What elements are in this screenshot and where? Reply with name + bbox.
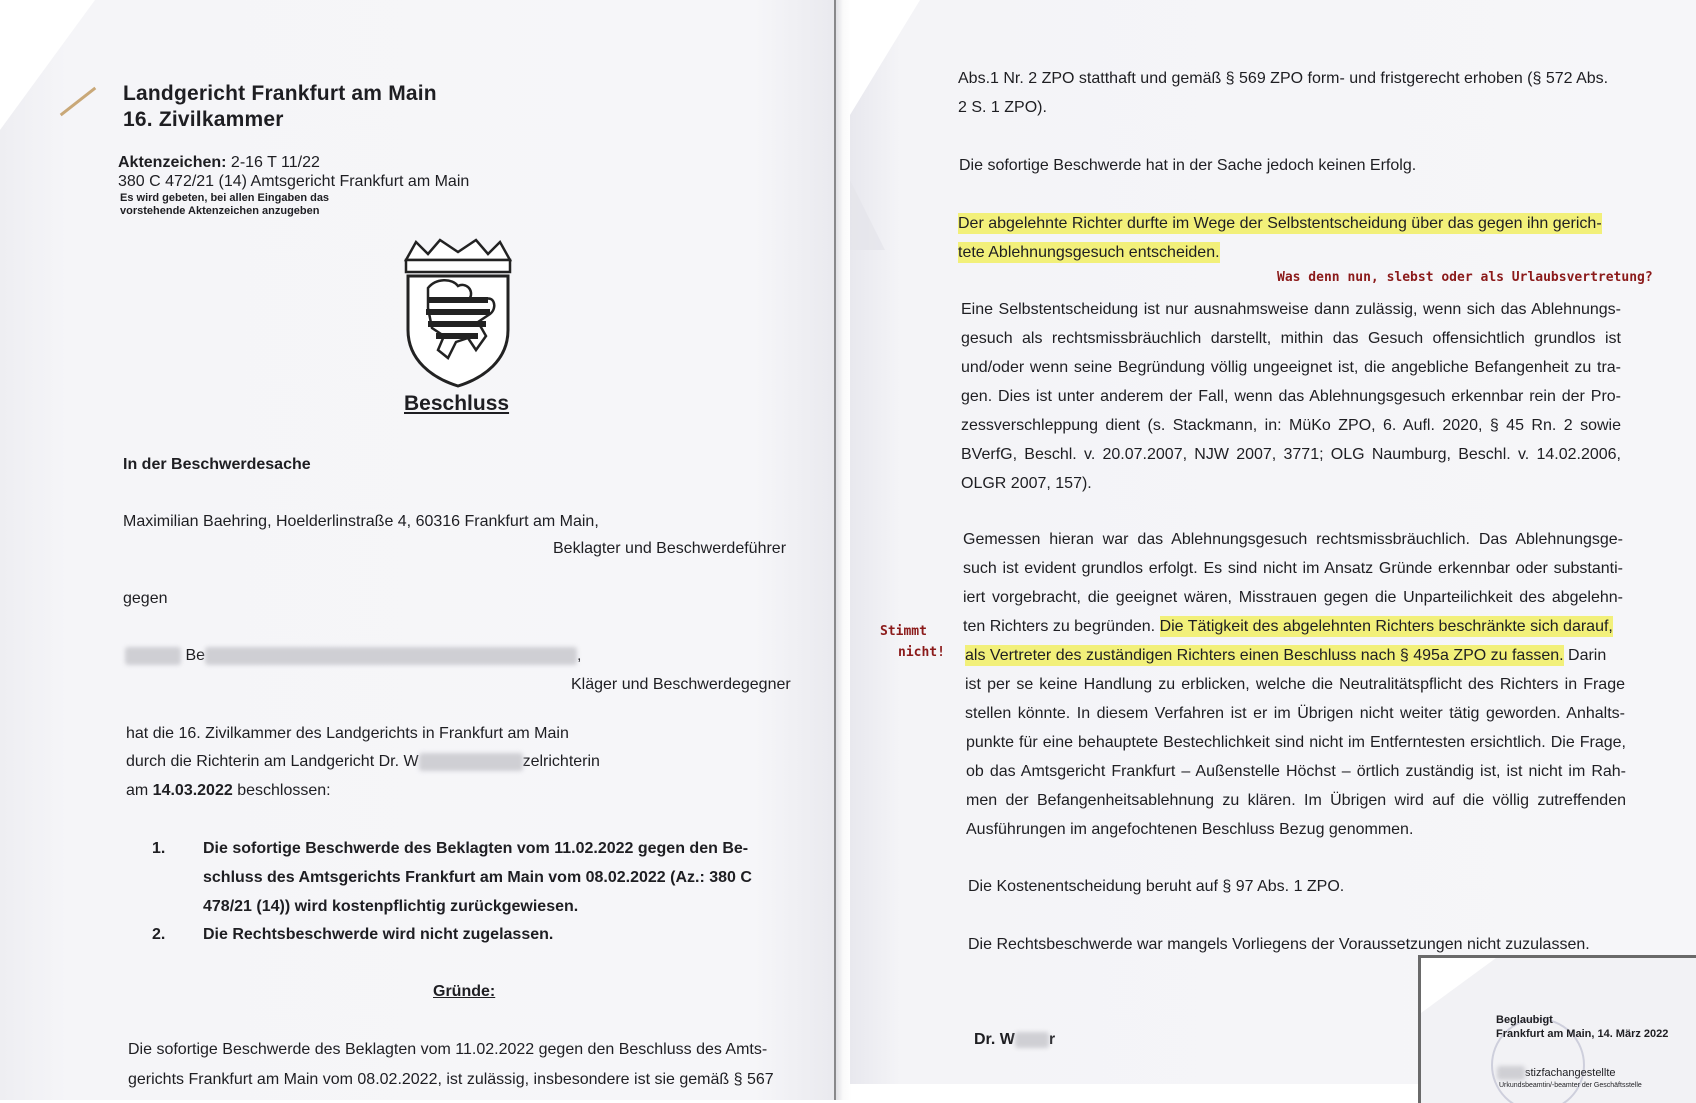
p5-line: such ist evident grundlos erfolgt. Es sind nicht im Ansatz Gründe erkennbar oder substanti- (963, 560, 1623, 577)
ruling1-line2: schluss des Amtsgerichts Frankfurt am Main vom 08.02.2022 (Az.: 380 C (203, 869, 752, 886)
redacted-block (1015, 1032, 1049, 1048)
stamp-role-text: stizfachangestellte (1525, 1066, 1616, 1079)
redacted-block (205, 647, 577, 665)
versus-text: gegen (123, 590, 168, 607)
right-document-page (850, 0, 1696, 1084)
redacted-block (1497, 1066, 1525, 1080)
p5-line (963, 618, 1613, 636)
stamp-corner-fold (1421, 958, 1496, 1013)
reasons-line1: Die sofortige Beschwerde des Beklagten vom 11.02.2022 gegen den Beschluss des Amts- (128, 1041, 768, 1058)
redacted-block (419, 753, 523, 771)
handwritten-annotation-2-line2: nicht! (898, 645, 945, 660)
decision-date: 14.03.2022 (152, 782, 233, 799)
p5-line: iert vorgebracht, die geeignet wären, Misstrauen gegen die Unparteilichkeit des abgelehn- (963, 589, 1623, 606)
p5-line: Gemessen hieran war das Ablehnungsgesuch rechtsmissbräuchlich. Das Ablehnungsge- (963, 531, 1623, 548)
highlighted-text: als Vertreter des zuständigen Richters einen Beschluss nach § 495a ZPO zu fassen. (965, 647, 1564, 664)
ruling2-text: Die Rechtsbeschwerde wird nicht zugelassen. (203, 926, 554, 943)
p4-line: Eine Selbstentscheidung ist nur ausnahmsweise dann zulässig, wenn sich das Ablehnungs- (961, 301, 1621, 318)
p1-line1: Abs.1 Nr. 2 ZPO statthaft und gemäß § 569 ZPO form- und fristgerecht erhoben (§ 572 Abs. (958, 70, 1609, 87)
stamp-title: Beglaubigt (1496, 1014, 1553, 1026)
plaintiff-role: Kläger und Beschwerdegegner (571, 676, 791, 693)
decision-date-suffix: beschlossen: (232, 782, 331, 799)
reasons-heading: Gründe: (433, 983, 496, 1000)
highlighted-text: tete Ablehnungsgesuch entscheiden. (958, 244, 1220, 261)
handwritten-annotation-1: Was denn nun, slebst oder als Urlaubsvertretung? (1277, 270, 1653, 285)
plaintiff-line (125, 647, 581, 665)
coat-of-arms-icon (398, 238, 518, 388)
defendant-role: Beklagter und Beschwerdeführer (553, 540, 787, 557)
p5-line (965, 647, 1606, 665)
p5-line5-end: Darin (1563, 647, 1607, 664)
p4-line: BVerfG, Beschl. v. 20.07.2007, NJW 2007, 3771; OLG Naumburg, Beschl. v. 14.02.2006, (961, 446, 1621, 463)
document-title: Beschluss (404, 392, 510, 415)
reference-note-line2: vorstehende Aktenzeichen anzugeben (120, 205, 320, 217)
decision-judge-suffix: zelrichterin (522, 753, 600, 771)
p4-line: und/oder wenn seine Begründung völlig ungeeignet ist, die angebliche Befangenheit zu tra- (961, 359, 1621, 376)
plaintiff-comma: , (577, 647, 582, 665)
chamber-name: 16. Zivilkammer (123, 108, 284, 131)
p5-line: punkte für eine behauptete Bestechlichkeit sind nicht im Entferntesten ersichtlich. Die Frage, (966, 734, 1626, 751)
signature-start: Dr. W (974, 1031, 1015, 1048)
p5-line: Ausführungen im angefochtenen Beschluss Bezug genommen. (966, 821, 1414, 838)
ruling1-line3: 478/21 (14)) wird kostenpflichtig zurückgewiesen. (203, 898, 579, 915)
decision-line1: hat die 16. Zivilkammer des Landgerichts in Frankfurt am Main (126, 725, 569, 742)
page-corner-fold (0, 0, 95, 130)
p4-line: gesuch als rechtsmissbräuchlich darstellt, mithin das Gesuch offensichtlich grundlos ist (961, 330, 1621, 347)
p3-line1 (958, 215, 1602, 233)
stamp-role (1497, 1066, 1616, 1080)
left-document-page (0, 0, 838, 1100)
p5-line: men der Befangenheitsablehnung zu klären. Im Übrigen wird auf die völlig zutreffenden (966, 792, 1626, 809)
ruling1-line1: Die sofortige Beschwerde des Beklagten vom 11.02.2022 gegen den Be- (203, 840, 749, 857)
stamp-place-date: Frankfurt am Main, 14. März 2022 (1496, 1028, 1669, 1040)
ruling1-number: 1. (152, 840, 166, 857)
p4-line: gen. Dies ist unter anderem der Fall, wenn das Ablehnungsgesuch erkennbar rein der Pro- (961, 388, 1621, 405)
p7-text: Die Rechtsbeschwerde war mangels Vorliegens der Voraussetzungen nicht zuzulassen. (968, 936, 1590, 953)
decision-judge-text: durch die Richterin am Landgericht Dr. W (126, 753, 419, 771)
decision-line2 (126, 753, 600, 771)
decision-date-prefix: am (126, 782, 153, 799)
decision-line3 (126, 782, 331, 800)
signature-end: r (1048, 1031, 1056, 1048)
plaintiff-prefix: Be (185, 647, 206, 665)
lower-court-reference: 380 C 472/21 (14) Amtsgericht Frankfurt am Main (118, 173, 470, 190)
handwritten-annotation-2-line1: Stimmt (880, 624, 927, 639)
redacted-block (125, 647, 181, 665)
reference-note-line1: Es wird gebeten, bei allen Eingaben das (120, 192, 330, 204)
p3-line2 (958, 244, 1220, 262)
case-ref-label: Aktenzeichen: (118, 154, 227, 171)
page-crease (850, 180, 885, 250)
signature (974, 1031, 1055, 1049)
matter-heading: In der Beschwerdesache (123, 456, 311, 473)
p5-line4-start: ten Richters zu begründen. (963, 618, 1160, 635)
p4-line: zessverschleppung dient (s. Stackmann, in: MüKo ZPO, 6. Aufl. 2020, § 45 Rn. 2 sowie (961, 417, 1621, 434)
p4-line: OLGR 2007, 157). (961, 475, 1092, 492)
reasons-line2: gerichts Frankfurt am Main vom 08.02.2022, ist zulässig, insbesondere ist sie gemäß § 567 (128, 1071, 774, 1088)
p6-text: Die Kostenentscheidung beruht auf § 97 Abs. 1 ZPO. (968, 878, 1345, 895)
page-gutter-line (834, 0, 836, 1100)
court-name: Landgericht Frankfurt am Main (123, 82, 437, 105)
highlighted-text: Der abgelehnte Richter durfte im Wege der Selbstentscheidung über das gegen ihn gerich- (958, 215, 1602, 232)
stamp-subtitle: Urkundsbeamtin/-beamter der Geschäftsstelle (1499, 1082, 1642, 1089)
p5-line: ob das Amtsgericht Frankfurt – Außenstelle Höchst – örtlich zuständig ist, ist nicht im Rah- (966, 763, 1626, 780)
case-reference (118, 154, 320, 172)
certification-stamp (1418, 955, 1696, 1103)
defendant-address: Maximilian Baehring, Hoelderlinstraße 4, 60316 Frankfurt am Main, (123, 513, 599, 530)
highlighted-text: Die Tätigkeit des abgelehnten Richters beschränkte sich darauf, (1159, 618, 1613, 635)
p5-line: stellen könnte. In diesem Verfahren ist er im Übrigen nicht weiter tätig geworden. Anhalts- (965, 705, 1625, 722)
page-corner-fold (850, 0, 920, 115)
ruling2-number: 2. (152, 926, 166, 943)
p5-line: ist per se keine Handlung zu erblicken, welche die Neutralitätspflicht des Richters in Frage (965, 676, 1625, 693)
p2-text: Die sofortige Beschwerde hat in der Sache jedoch keinen Erfolg. (959, 157, 1417, 174)
p1-line2: 2 S. 1 ZPO). (958, 99, 1047, 116)
case-ref-value: 2-16 T 11/22 (230, 154, 320, 171)
